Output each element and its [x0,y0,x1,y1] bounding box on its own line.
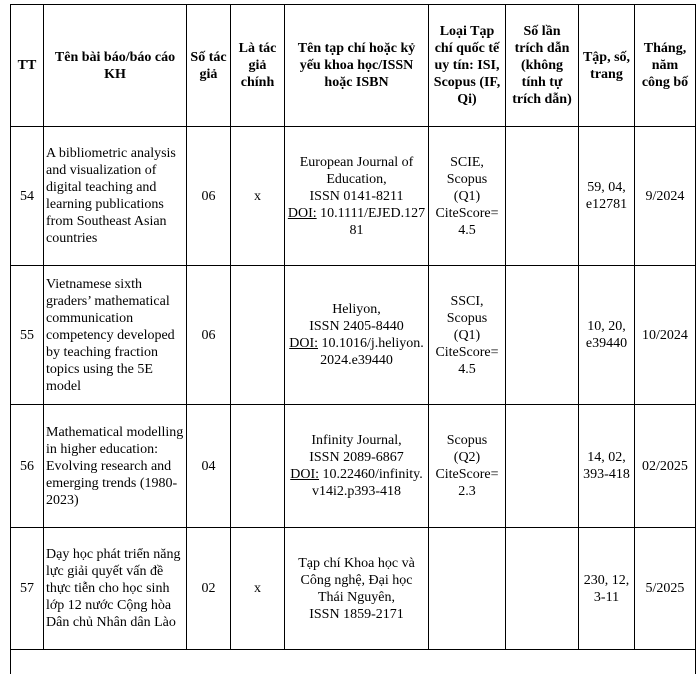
journal-name: Tạp chí Khoa học và Công nghệ, Đại học Thái Nguyên, [287,555,426,606]
doi-value: 10.1111/EJED.12781 [317,206,426,238]
volume-pages: 230, 12, 3-11 [579,528,635,650]
doi-value: 10.22460/infinity.v14i2.p393-418 [312,467,423,499]
main-author-mark [231,266,285,405]
header-date: Tháng, năm công bố [635,5,696,127]
header-type: Loại Tạp chí quốc tế uy tín: ISI, Scopus (IF, Qi) [429,5,506,127]
journal-name: European Journal of Education, [287,154,426,188]
journal-name: Heliyon, [287,301,426,318]
author-count: 02 [187,528,231,650]
row-number: 55 [11,266,44,405]
journal-cell [285,405,429,528]
journal-type: Scopus (Q2) CiteScore= 2.3 [429,405,506,528]
header-citations: Số lần trích dẫn (không tính tự trích dẫn) [506,5,579,127]
row-number: 56 [11,405,44,528]
paper-title: A bibliometric analysis and visualization of digital teaching and learning publications from Southeast Asian countries [44,127,187,266]
table-row [11,266,696,405]
table-row [11,405,696,528]
journal-doi [287,205,426,239]
header-main-author: Là tác giả chính [231,5,285,127]
paper-title: Vietnamese sixth graders’ mathematical communication competency developed by teaching fraction topics using the 5E model [44,266,187,405]
publish-date: 5/2025 [635,528,696,650]
paper-title: Mathematical modelling in higher education: Evolving research and emerging trends (1980-2023) [44,405,187,528]
citation-count [506,528,579,650]
header-tt: TT [11,5,44,127]
header-title: Tên bài báo/báo cáo KH [44,5,187,127]
doi-label: DOI: [288,206,317,221]
journal-type: SCIE, Scopus (Q1) CiteScore= 4.5 [429,127,506,266]
volume-pages: 10, 20, e39440 [579,266,635,405]
publish-date: 02/2025 [635,405,696,528]
main-author-mark: x [231,528,285,650]
main-author-mark [231,405,285,528]
journal-doi [287,335,426,369]
header-authors: Số tác giả [187,5,231,127]
cut-off-row [11,650,696,674]
journal-cell [285,127,429,266]
doi-value: 10.1016/j.heliyon.2024.e39440 [318,336,424,368]
doi-label: DOI: [290,467,319,482]
row-number: 54 [11,127,44,266]
row-number: 57 [11,528,44,650]
journal-type: SSCI, Scopus (Q1) CiteScore= 4.5 [429,266,506,405]
citation-count [506,405,579,528]
header-row [11,5,696,127]
publish-date: 10/2024 [635,266,696,405]
journal-issn: ISSN 1859-2171 [287,606,426,623]
table-row-partial [11,650,696,674]
author-count: 06 [187,127,231,266]
journal-issn: ISSN 2089-6867 [287,449,426,466]
table-row [11,528,696,650]
paper-title: Dạy học phát triển năng lực giải quyết vấn đề thực tiễn cho học sinh lớp 12 nước Cộng hòa Dân chủ Nhân dân Lào [44,528,187,650]
main-author-mark: x [231,127,285,266]
doi-label: DOI: [289,336,318,351]
journal-issn: ISSN 0141-8211 [287,188,426,205]
citation-count [506,127,579,266]
author-count: 06 [187,266,231,405]
journal-issn: ISSN 2405-8440 [287,318,426,335]
journal-doi [287,466,426,500]
publications-table [10,4,696,674]
journal-type [429,528,506,650]
citation-count [506,266,579,405]
header-volume: Tập, số, trang [579,5,635,127]
header-journal: Tên tạp chí hoặc kỷ yếu khoa học/ISSN hoặc ISBN [285,5,429,127]
journal-name: Infinity Journal, [287,432,426,449]
publish-date: 9/2024 [635,127,696,266]
journal-cell [285,266,429,405]
author-count: 04 [187,405,231,528]
table-row [11,127,696,266]
volume-pages: 14, 02, 393-418 [579,405,635,528]
journal-cell [285,528,429,650]
volume-pages: 59, 04, e12781 [579,127,635,266]
